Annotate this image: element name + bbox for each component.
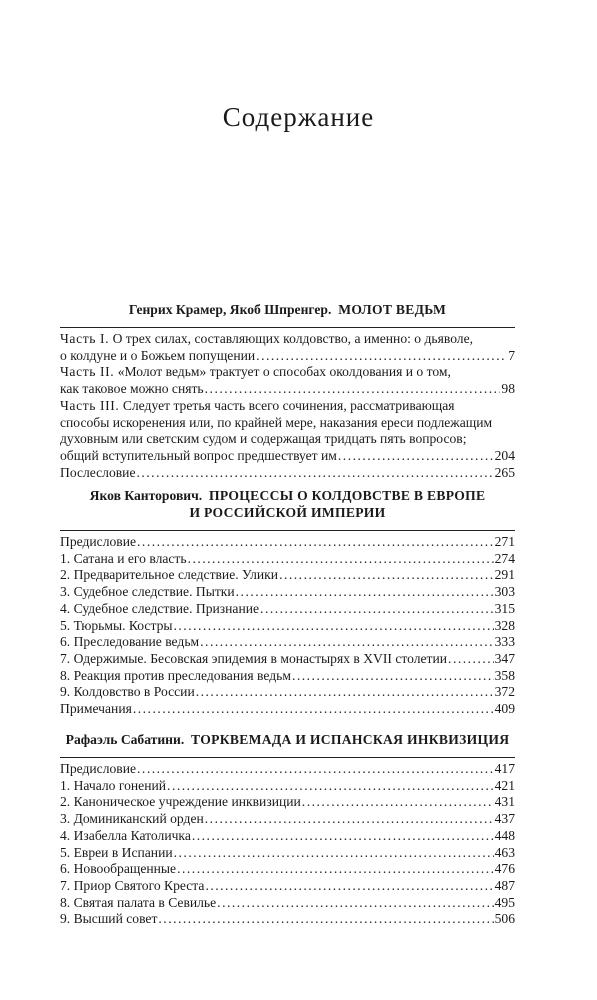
dot-leader [177,861,494,878]
toc-entry-text: 6. Преследование ведьм [60,634,200,650]
toc-page-number: 417 [494,761,515,776]
toc-page-number: 328 [494,617,515,633]
dot-leader [260,601,494,618]
toc-section [60,301,515,481]
toc-section [60,731,515,928]
section-author: Яков Канторович. [89,488,203,503]
toc-entry[interactable] [60,811,515,828]
dot-leader [192,828,494,845]
toc-entry-line [60,828,515,845]
dot-leader [302,794,494,811]
dot-leader [205,811,494,828]
toc-entry-line [60,845,515,862]
toc-entry[interactable] [60,584,515,601]
toc-entry-label: Часть II. [60,364,115,380]
toc-entry-text: 8. Реакция против преследования ведьм [60,667,291,683]
toc-entry-text: 3. Судебное следствие. Пытки [60,584,235,600]
toc-entry[interactable] [60,778,515,795]
toc-page-number: 495 [494,894,515,910]
toc-entry-text: 3. Доминиканский орден [60,811,204,827]
toc-entry[interactable] [60,551,515,568]
toc-entry-text: 4. Изабелла Католичка [60,827,191,843]
toc-entry-line [60,431,515,448]
toc-page-number: 358 [494,667,515,683]
toc-entry-text: 9. Высший совет [60,911,158,927]
toc-entry[interactable] [60,331,515,364]
toc-entry-line [60,861,515,878]
toc-page-number: 476 [494,861,515,877]
dot-leader [137,534,494,551]
dot-leader [188,551,494,568]
toc-page-number: 271 [494,534,515,549]
toc-page-number: 409 [494,701,515,717]
toc-entry-text: Послесловие [60,464,136,480]
section-heading-line [60,487,515,504]
toc-entry[interactable] [60,895,515,912]
toc-entry[interactable] [60,534,515,551]
toc-entry-line [60,364,515,381]
toc-entry-text: 1. Сатана и его власть [60,550,187,566]
section-work-title: ТОРКВЕМАДА И ИСПАНСКАЯ ИНКВИЗИЦИЯ [191,732,510,747]
section-author: Генрих Крамер, Якоб Шпренгер. [128,302,332,317]
toc-entry-line [60,534,515,551]
toc-page-number: 265 [494,464,515,480]
toc-entry-line [60,811,515,828]
toc-entry[interactable] [60,828,515,845]
toc-entry-text: как таковое можно снять [60,381,204,397]
toc-entry[interactable] [60,601,515,618]
toc-entry-text: Часть I. О трех силах, составляющих колдовство, а именно: о дьяволе, [60,331,474,346]
toc-entry-label: Часть III. [60,397,120,413]
toc-entry-line [60,567,515,584]
dot-leader [158,911,493,928]
toc-entry-line [60,668,515,685]
toc-page-number: 7 [508,347,515,363]
toc-entry-text: духовным или светским судом и содержащая тридцать пять вопросов; [60,431,467,447]
toc-entry-line [60,584,515,601]
toc-entry-line [60,465,515,482]
toc-entry-line [60,761,515,778]
dot-leader [167,778,494,795]
toc-entry[interactable] [60,911,515,928]
toc-entry[interactable] [60,618,515,635]
toc-page-number: 506 [494,911,515,927]
toc-page-number: 421 [494,777,515,793]
toc-entry-text: 2. Каноническое учреждение инквизиции [60,794,301,810]
toc-entry[interactable] [60,878,515,895]
toc-entry[interactable] [60,684,515,701]
toc-entry[interactable] [60,794,515,811]
toc-entry-text: Часть II. «Молот ведьм» трактует о способах околдования и о том, [60,364,451,380]
toc-entry-text: 1. Начало гонений [60,777,167,793]
toc-entry[interactable] [60,668,515,685]
toc-entry-text: 6. Новообращенные [60,861,177,877]
section-author: Рафаэль Сабатини. [65,732,185,747]
toc-entry-line [60,878,515,895]
toc-entry-line [60,911,515,928]
toc-entry-line [60,684,515,701]
toc-entry[interactable] [60,398,515,465]
toc-page-number: 274 [494,550,515,566]
toc-section [60,487,515,718]
dot-leader [174,845,494,862]
toc-entry-text: 7. Одержимые. Бесовская эпидемия в монастырях в XVII столетии [60,650,448,666]
dot-leader [338,448,494,465]
toc-page-number: 448 [494,827,515,843]
toc-entry-text: способы искоренения или, по крайней мере, наказания ереси подлежащим [60,414,493,430]
section-heading-line [60,731,515,748]
toc-entry[interactable] [60,651,515,668]
toc-entry-text: Примечания [60,701,132,717]
toc-entry-line [60,331,515,348]
section-heading-line [60,301,515,318]
section-heading [60,487,515,521]
toc-page-number: 204 [494,447,515,463]
toc-page-number: 347 [494,650,515,666]
dot-leader [205,878,493,895]
section-heading [60,301,515,318]
dot-leader [217,895,493,912]
section-heading [60,731,515,748]
toc-entry-text: о колдуне и о Божьем попущении [60,347,256,363]
toc-page-number: 431 [494,794,515,810]
toc-entry-line [60,415,515,432]
toc-entry-line [60,651,515,668]
toc-entry[interactable] [60,364,515,397]
toc-entry[interactable] [60,861,515,878]
toc-page-number: 98 [501,381,515,397]
toc-page-number: 372 [494,684,515,700]
toc-entry[interactable] [60,701,515,718]
dot-leader [236,584,494,601]
toc-entry[interactable] [60,845,515,862]
toc-entry-text: 7. Приор Святого Креста [60,877,205,893]
dot-leader [292,668,494,685]
dot-leader [256,348,507,365]
toc-entry-line [60,551,515,568]
toc-entry-line [60,701,515,718]
toc-page-number: 303 [494,584,515,600]
toc-entry-line [60,448,515,465]
toc-entry-text: 4. Судебное следствие. Признание [60,600,260,616]
toc-entry-line [60,634,515,651]
toc-entry-label: Часть I. [60,331,110,346]
toc-entry-text: 8. Святая палата в Севилье [60,894,217,910]
toc-entry-line [60,348,515,365]
toc-page-number: 463 [494,844,515,860]
toc-entry[interactable] [60,567,515,584]
toc-entry-text: Предисловие [60,534,137,549]
dot-leader [279,567,494,584]
toc-entry-text: 9. Колдовство в России [60,684,195,700]
toc-entry-line [60,895,515,912]
section-heading-line [60,504,515,521]
dot-leader [205,381,501,398]
toc-entry[interactable] [60,465,515,482]
toc-page-number: 333 [494,634,515,650]
toc-entry[interactable] [60,634,515,651]
toc-entry-line [60,794,515,811]
toc-entry-line [60,381,515,398]
toc-entry-text: 5. Евреи в Испании [60,844,173,860]
toc-entry-text: 5. Тюрьмы. Костры [60,617,173,633]
section-work-title: МОЛОТ ВЕДЬМ [338,302,447,317]
toc-page-number: 437 [494,811,515,827]
dot-leader [136,465,493,482]
toc-entry-text: Предисловие [60,761,137,776]
toc-page-number: 291 [494,567,515,583]
toc-entry-line [60,778,515,795]
dot-leader [174,618,494,635]
toc-entry-text: 2. Предварительное следствие. Улики [60,567,279,583]
toc-page-number: 487 [494,877,515,893]
toc-entry[interactable] [60,761,515,778]
section-work-title: И РОССИЙСКОЙ ИМПЕРИИ [189,505,386,520]
toc-entry-text: общий вступительный вопрос предшествует им [60,447,337,463]
dot-leader [200,634,493,651]
section-rule [60,757,515,758]
section-work-title: ПРОЦЕССЫ О КОЛДОВСТВЕ В ЕВРОПЕ [208,488,486,503]
dot-leader [137,761,494,778]
dot-leader [448,651,494,668]
toc-entry-line [60,618,515,635]
section-rule [60,530,515,531]
dot-leader [133,701,494,718]
page-title: Содержание [222,102,375,132]
toc-entry-line [60,398,515,415]
toc-entry-line [60,601,515,618]
toc-page-number: 315 [494,600,515,616]
toc-entry-text: Часть III. Следует третья часть всего сочинения, рассматривающая [60,397,455,413]
dot-leader [196,684,494,701]
section-rule [60,327,515,328]
